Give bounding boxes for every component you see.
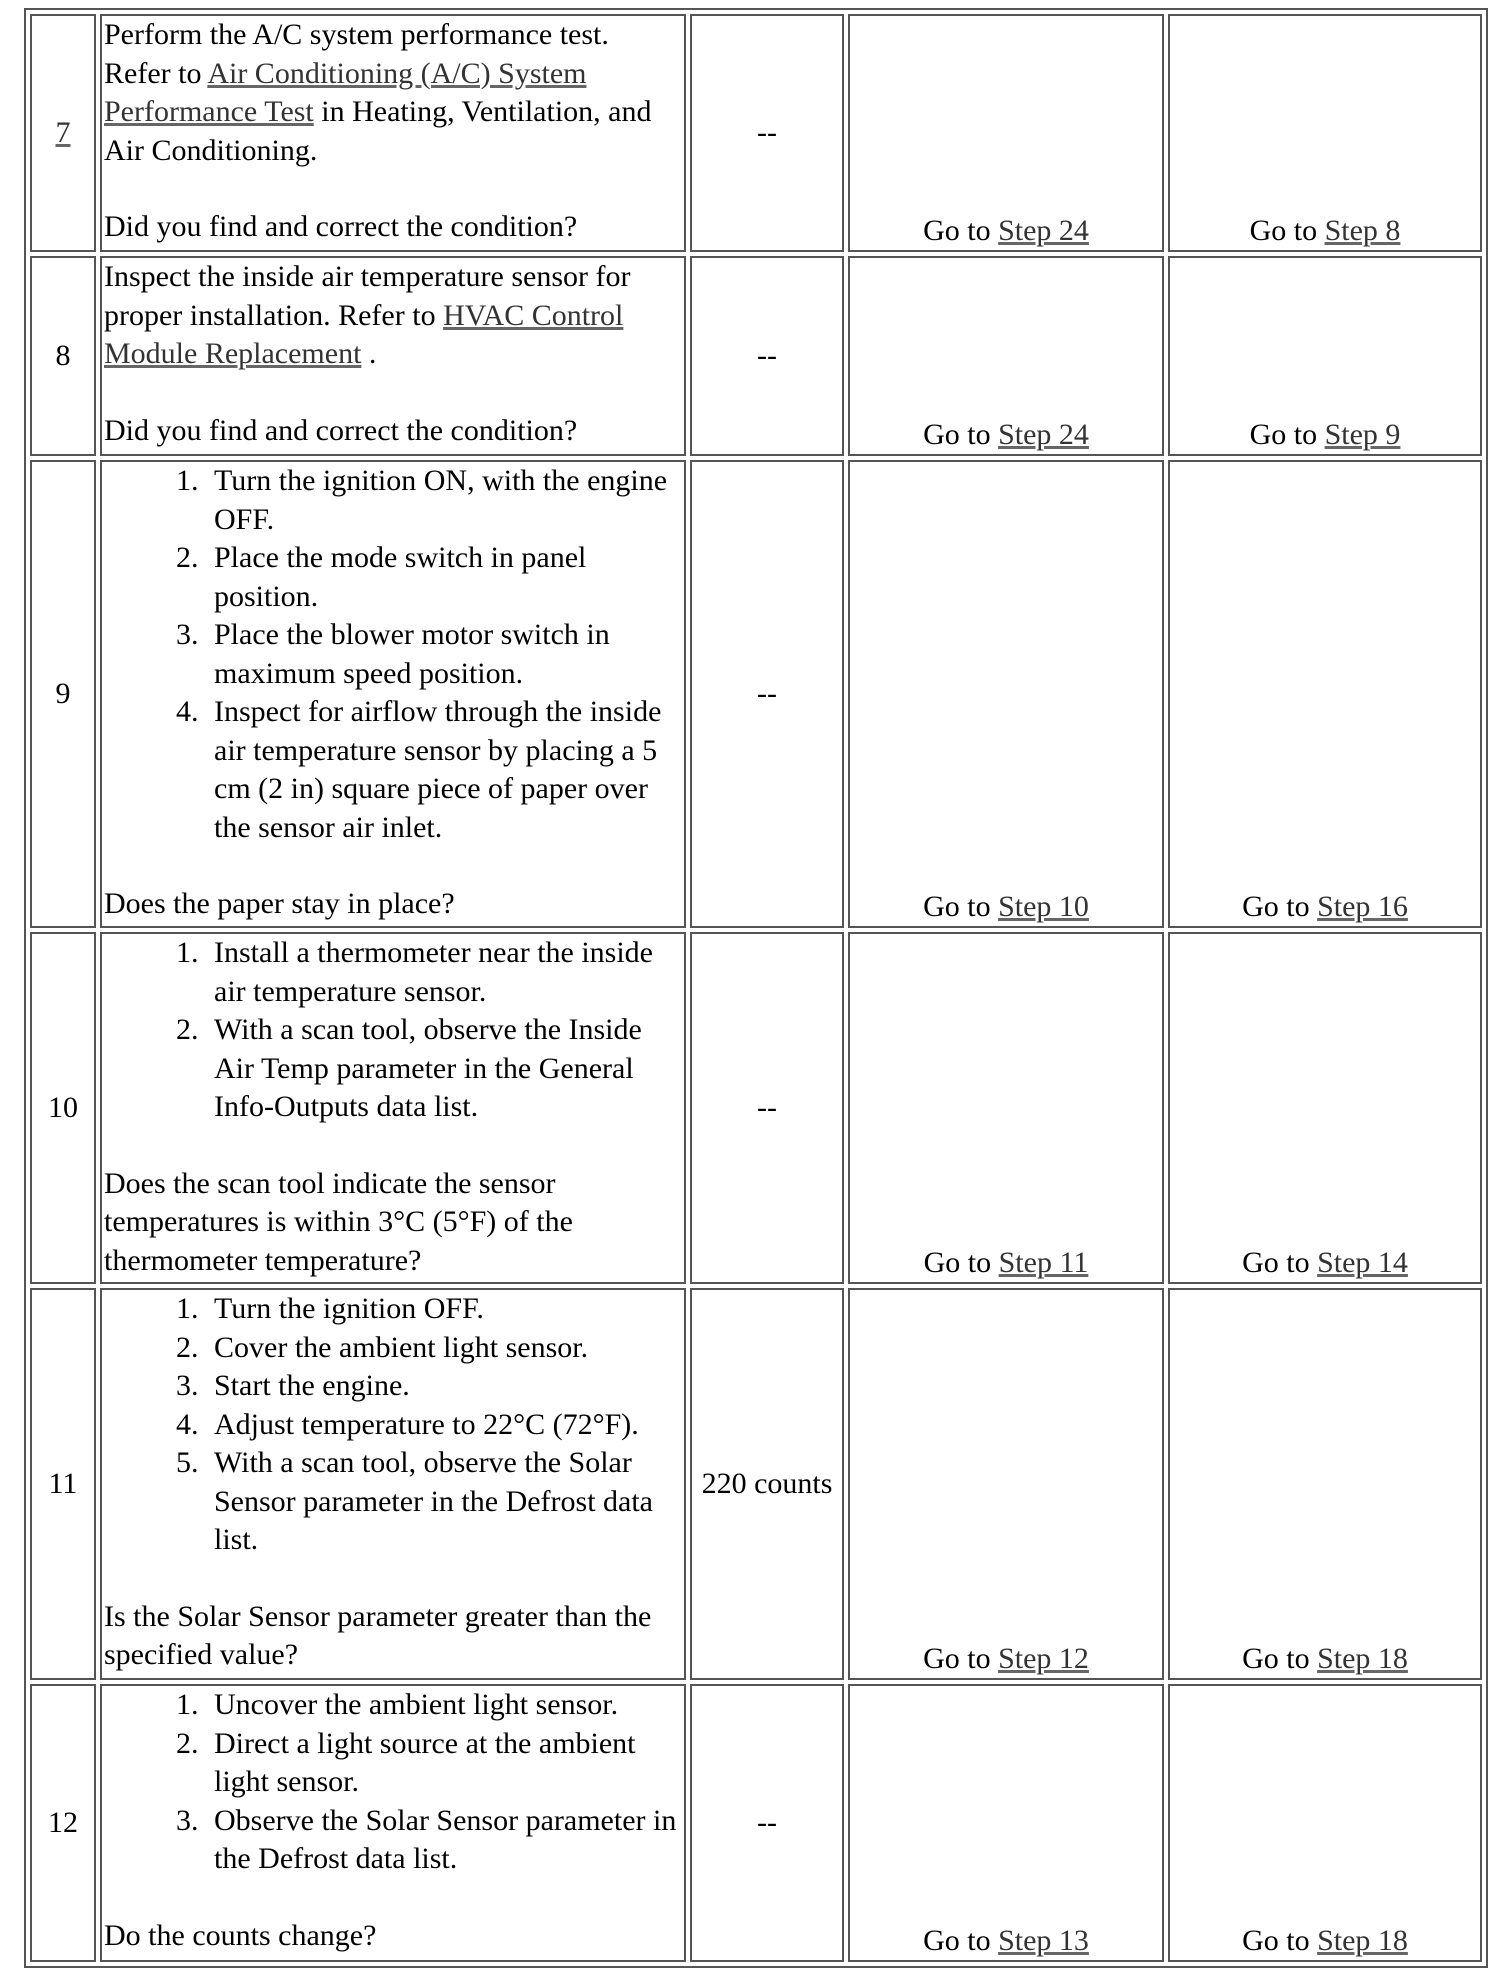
instruction-list: [104, 1686, 682, 1879]
action-text-pre: Perform the A/C system performance test. Refer to: [104, 18, 609, 90]
no-step-link[interactable]: Step 8: [1324, 213, 1401, 247]
question-text: Does the scan tool indicate the sensor temperatures is within 3°C (5°F) of the thermometer temperature?: [104, 1166, 573, 1277]
step-number: 9: [55, 676, 71, 710]
yes-prefix: Go to: [923, 1923, 999, 1957]
value-cell: --: [690, 256, 844, 456]
action-cell: [100, 256, 686, 456]
action-cell: [100, 932, 686, 1284]
step-number-cell: [30, 460, 96, 928]
table-row: [30, 256, 1482, 456]
yes-cell: [848, 256, 1164, 456]
list-item: 1. Turn the ignition OFF.: [206, 1290, 682, 1329]
procedure-link[interactable]: HVAC Control Module Replacement: [104, 298, 624, 370]
yes-step-link[interactable]: Step 11: [998, 1245, 1089, 1279]
list-item: 3. Start the engine.: [206, 1367, 682, 1406]
list-item: 1. Uncover the ambient light sensor.: [206, 1686, 682, 1725]
yes-prefix: Go to: [923, 1245, 999, 1279]
list-item: 2. Cover the ambient light sensor.: [206, 1329, 682, 1368]
question-text: Does the paper stay in place?: [104, 887, 455, 920]
step-number-cell: [30, 14, 96, 252]
list-item: 1. Turn the ignition ON, with the engine OFF.: [206, 462, 682, 539]
yes-step-link[interactable]: Step 13: [998, 1923, 1089, 1957]
list-item: 2. Place the mode switch in panel position.: [206, 539, 682, 616]
yes-prefix: Go to: [923, 889, 999, 923]
no-cell: [1168, 1288, 1482, 1680]
no-prefix: Go to: [1249, 213, 1325, 247]
no-step-link[interactable]: Step 9: [1324, 417, 1401, 451]
no-cell: [1168, 1684, 1482, 1962]
yes-cell: [848, 932, 1164, 1284]
step-number-cell: [30, 256, 96, 456]
table-row: [30, 1288, 1482, 1680]
step-number-cell: [30, 932, 96, 1284]
value-cell: --: [690, 932, 844, 1284]
diagnostic-table: [24, 8, 1488, 1968]
no-prefix: Go to: [1249, 417, 1325, 451]
table-row: [30, 932, 1482, 1284]
no-step-link[interactable]: Step 18: [1317, 1923, 1408, 1957]
yes-prefix: Go to: [923, 417, 999, 451]
action-text: [104, 16, 682, 170]
action-text-post: .: [361, 337, 377, 370]
action-text: [104, 258, 682, 374]
table-row: [30, 460, 1482, 928]
action-cell: [100, 460, 686, 928]
no-prefix: Go to: [1242, 1245, 1318, 1279]
value-cell: --: [690, 14, 844, 252]
yes-step-link[interactable]: Step 10: [998, 889, 1089, 923]
no-cell: [1168, 256, 1482, 456]
value-cell: --: [690, 460, 844, 928]
action-text-post: in Heating, Ventilation, and Air Conditioning.: [104, 95, 652, 167]
list-item: 4. Inspect for airflow through the inside air temperature sensor by placing a 5 cm (2 in) square piece of paper over the sensor air inlet.: [206, 693, 682, 847]
yes-cell: [848, 1288, 1164, 1680]
step-number-cell: [30, 1288, 96, 1680]
step-number-cell: [30, 1684, 96, 1962]
list-item: 3. Place the blower motor switch in maximum speed position.: [206, 616, 682, 693]
step-number: 8: [55, 338, 71, 372]
yes-prefix: Go to: [923, 1641, 999, 1675]
question-text: Is the Solar Sensor parameter greater than the specified value?: [104, 1599, 652, 1671]
table-row: [30, 1684, 1482, 1962]
value-cell: --: [690, 1684, 844, 1962]
yes-step-link[interactable]: Step 12: [998, 1641, 1089, 1675]
action-cell: [100, 1684, 686, 1962]
yes-step-link[interactable]: Step 24: [998, 417, 1089, 451]
question-text: Do the counts change?: [104, 1918, 377, 1952]
step-number[interactable]: 7: [55, 115, 71, 149]
no-prefix: Go to: [1242, 889, 1318, 923]
no-step-link[interactable]: Step 16: [1317, 889, 1408, 923]
action-cell: [100, 14, 686, 252]
list-item: 2. With a scan tool, observe the Inside Air Temp parameter in the General Info-Outputs data list.: [206, 1011, 682, 1127]
yes-step-link[interactable]: Step 24: [998, 213, 1089, 247]
step-number: 12: [48, 1805, 78, 1839]
yes-prefix: Go to: [923, 213, 999, 247]
step-number: 10: [48, 1090, 78, 1124]
procedure-link[interactable]: Air Conditioning (A/C) System Performance Test: [104, 56, 587, 128]
yes-cell: [848, 14, 1164, 252]
no-prefix: Go to: [1242, 1641, 1318, 1675]
value-cell: 220 counts: [690, 1288, 844, 1680]
list-item: 1. Install a thermometer near the inside air temperature sensor.: [206, 934, 682, 1011]
table-row: [30, 14, 1482, 252]
list-item: 4. Adjust temperature to 22°C (72°F).: [206, 1406, 682, 1445]
no-prefix: Go to: [1242, 1923, 1318, 1957]
no-step-link[interactable]: Step 18: [1317, 1641, 1408, 1675]
no-cell: [1168, 932, 1482, 1284]
instruction-list: [104, 1290, 682, 1560]
no-cell: [1168, 14, 1482, 252]
instruction-list: [104, 934, 682, 1127]
list-item: 5. With a scan tool, observe the Solar Sensor parameter in the Defrost data list.: [206, 1444, 682, 1560]
step-number: 11: [48, 1466, 78, 1500]
list-item: 3. Observe the Solar Sensor parameter in the Defrost data list.: [206, 1802, 682, 1879]
instruction-list: [104, 462, 682, 847]
action-cell: [100, 1288, 686, 1680]
yes-cell: [848, 1684, 1164, 1962]
yes-cell: [848, 460, 1164, 928]
diagnostic-table-container: [24, 8, 1476, 1968]
list-item: 2. Direct a light source at the ambient light sensor.: [206, 1725, 682, 1802]
no-step-link[interactable]: Step 14: [1317, 1245, 1408, 1279]
action-text-pre: Inspect the inside air temperature sensor for proper installation. Refer to: [104, 260, 631, 332]
question-text: Did you find and correct the condition?: [104, 210, 578, 243]
question-text: Did you find and correct the condition?: [104, 413, 578, 447]
no-cell: [1168, 460, 1482, 928]
